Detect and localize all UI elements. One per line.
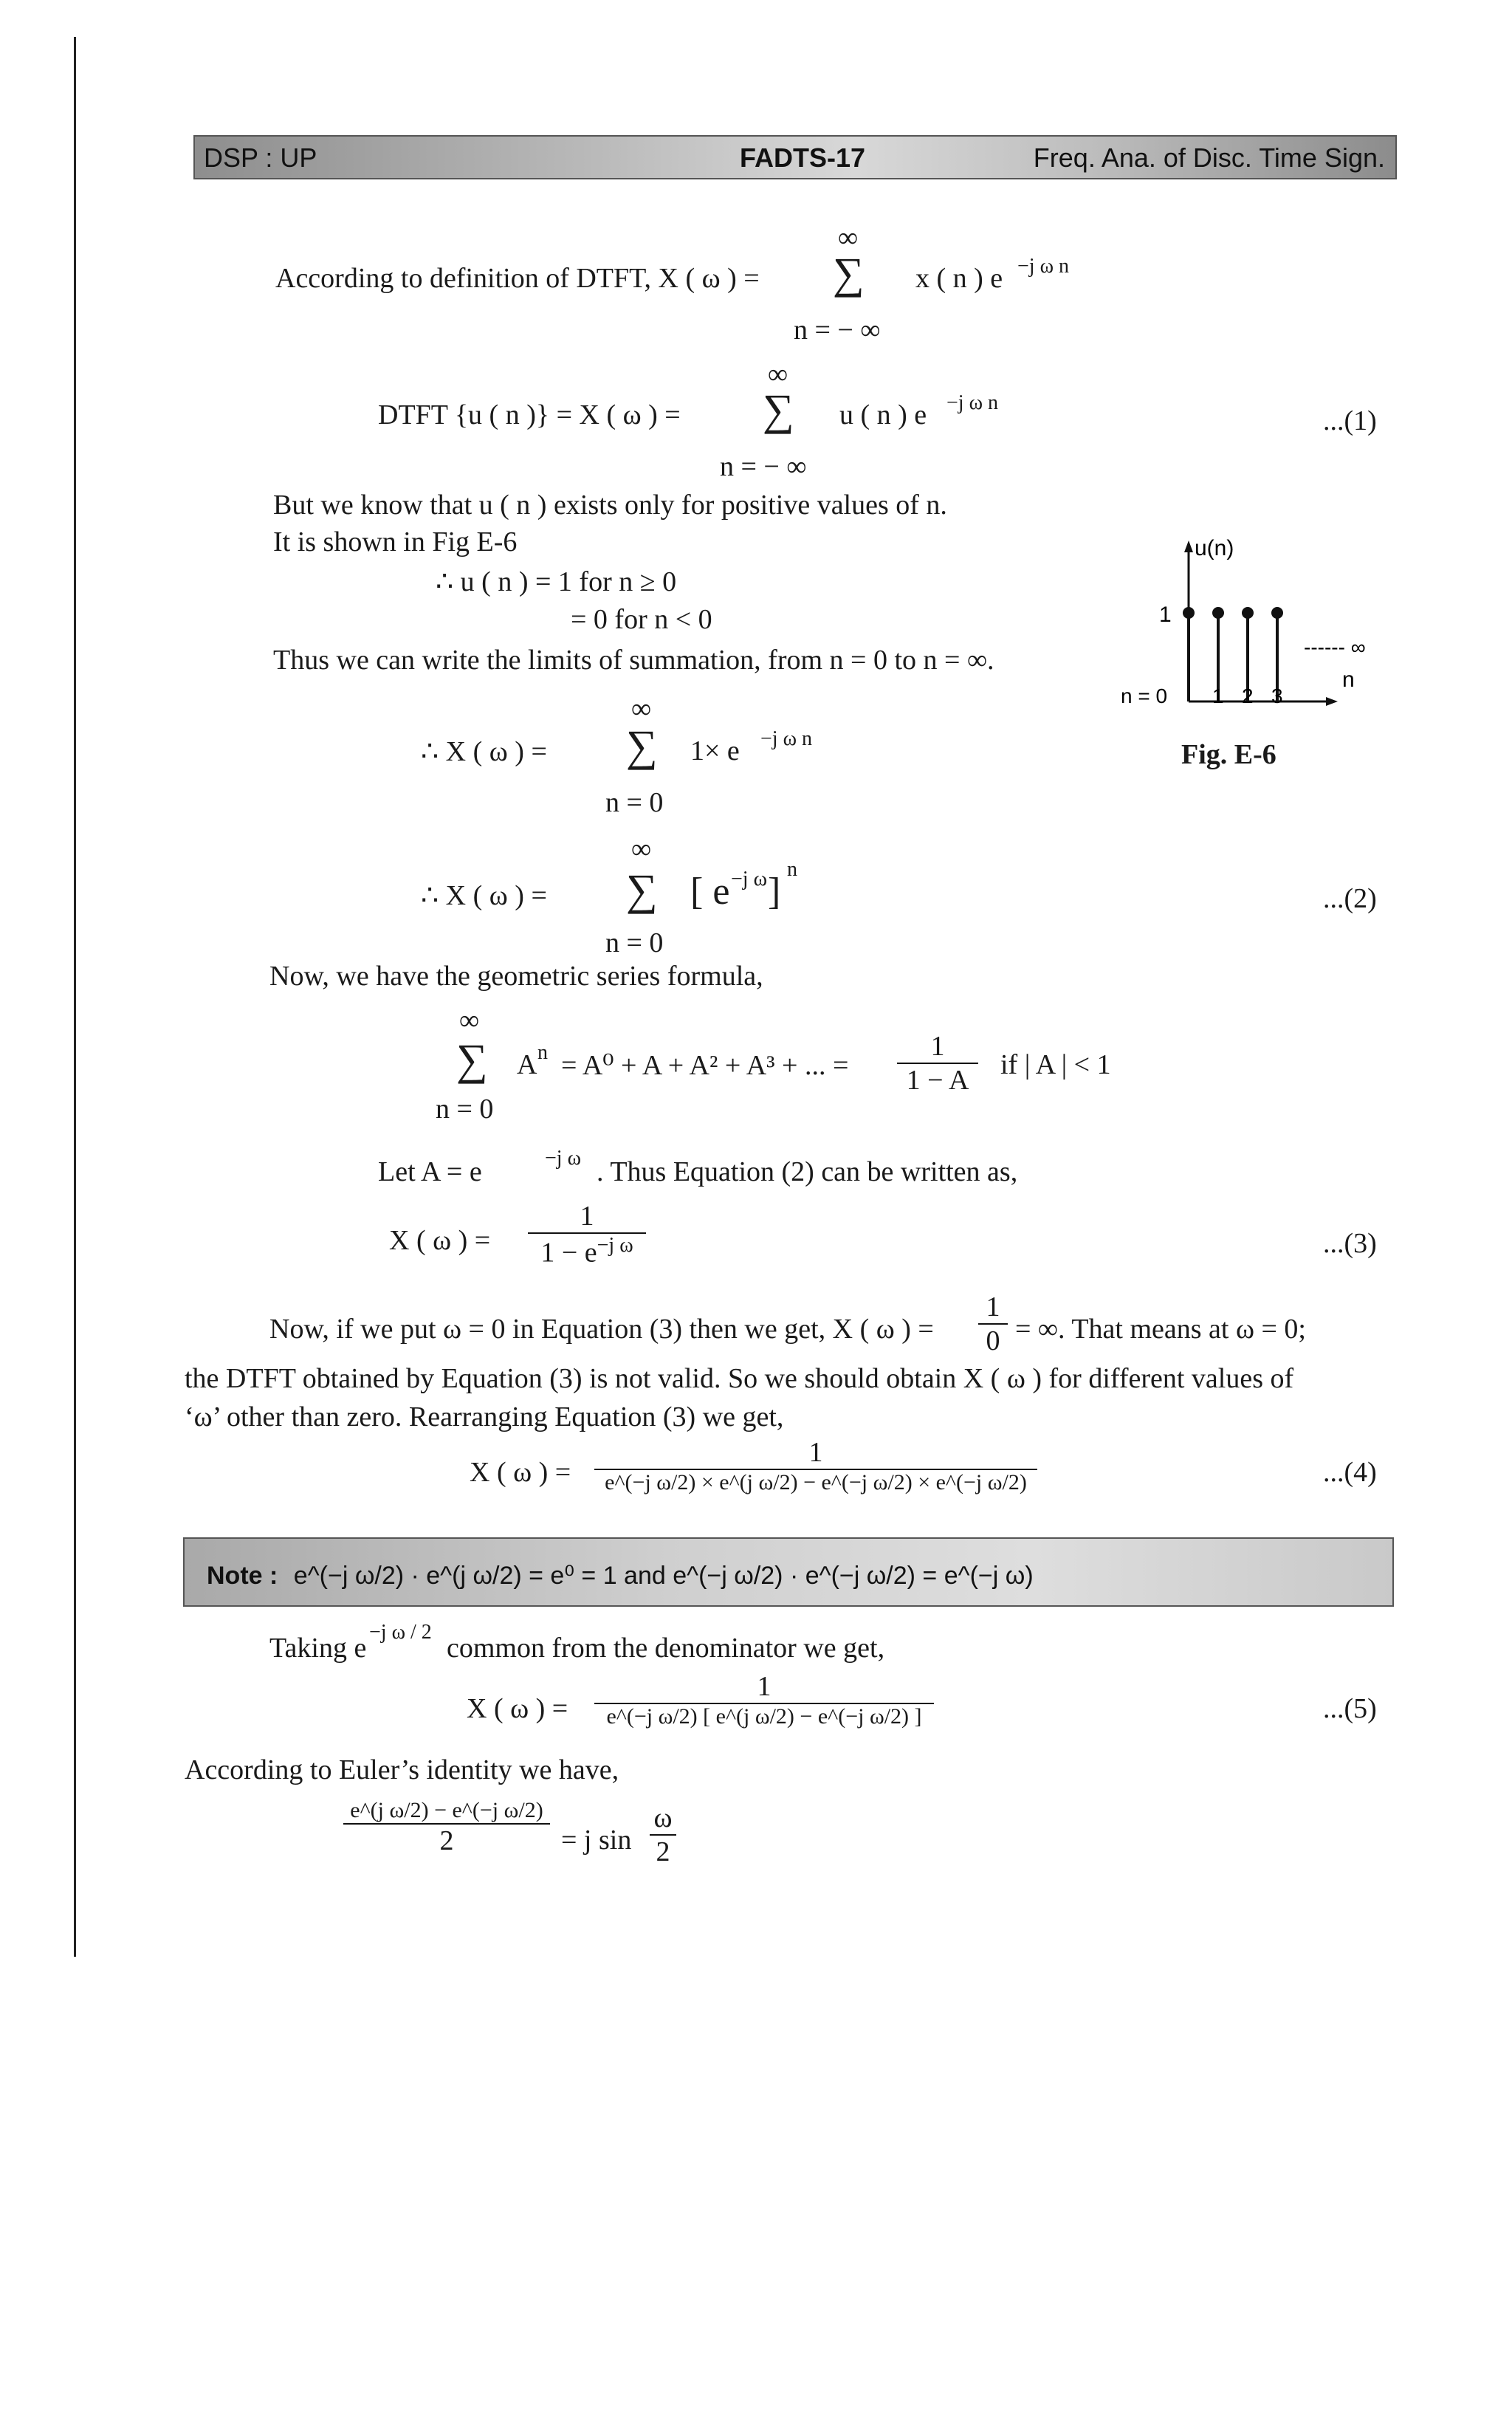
eq-number-4: ...(4) <box>1323 1457 1377 1488</box>
l6-text: Thus we can write the limits of summation, from n = 0 to n = ∞. <box>273 645 994 676</box>
l12-frac-den: 1 − e <box>540 1237 597 1269</box>
fig-xlabel: n <box>1342 668 1355 692</box>
l12-frac <box>528 1200 646 1269</box>
l10-a: A <box>517 1049 537 1080</box>
l10-a-pow: n <box>537 1041 548 1064</box>
l17-rest: common from the denominator we get, <box>447 1633 885 1664</box>
l8-pow: n <box>787 858 797 881</box>
l13-text: Now, if we put ω = 0 in Equation (3) then we get, X ( ω ) = <box>269 1314 934 1345</box>
l15-text: ‘ω’ other than zero. Rearranging Equation (3) we get, <box>185 1401 784 1432</box>
l7-sum-top: ∞ <box>631 693 652 724</box>
l8-lhs: ∴ X ( ω ) = <box>421 880 547 911</box>
note-content <box>207 1561 1034 1590</box>
l8-open: [ e <box>690 871 730 913</box>
l10-frac-den: 1 − A <box>906 1065 969 1096</box>
l5a-text: ∴ u ( n ) = 1 for n ≥ 0 <box>436 566 677 597</box>
l1-term: x ( n ) e <box>915 263 1003 294</box>
l1-sum-bottom: n = − ∞ <box>794 315 881 346</box>
note-label: Note : <box>207 1562 278 1590</box>
figure-caption: Fig. E-6 <box>1181 739 1276 770</box>
l7-sigma: ∑ <box>626 721 658 770</box>
l20-rhs: = j sin <box>561 1825 632 1856</box>
l10-rhs: = A⁰ + A + A² + A³ + ... = <box>561 1050 849 1081</box>
l16-frac <box>594 1436 1037 1495</box>
header-bar <box>193 135 1397 179</box>
l8-sum-bottom: n = 0 <box>605 927 664 958</box>
l11-exp: −j ω <box>545 1147 581 1170</box>
l13-frac <box>978 1291 1008 1357</box>
l18-frac-num: 1 <box>594 1670 934 1704</box>
l13-rest: = ∞. That means at ω = 0; <box>1015 1314 1306 1345</box>
l12-frac-num: 1 <box>528 1200 646 1234</box>
l2-exp: −j ω n <box>946 391 998 414</box>
fig-tick-0: n = 0 <box>1121 684 1168 707</box>
header-center: FADTS-17 <box>740 143 866 173</box>
l20-frac-den: 2 <box>439 1825 454 1856</box>
figure-unit-step <box>1107 532 1388 768</box>
l2-sum-bottom: n = − ∞ <box>720 451 807 482</box>
fig-tick-1: 1 <box>1212 684 1224 707</box>
l20-fnum: ω <box>650 1802 676 1836</box>
eq-number-3: ...(3) <box>1323 1228 1377 1259</box>
l7-sum-bottom: n = 0 <box>605 787 664 818</box>
l9-text: Now, we have the geometric series formula, <box>269 961 763 992</box>
fig-inf: ------ ∞ <box>1304 636 1366 659</box>
l3-text: But we know that u ( n ) exists only for positive values of n. <box>273 490 947 521</box>
l17-text: Taking e <box>269 1633 367 1664</box>
l1-text: According to definition of DTFT, X ( ω ) = <box>275 263 760 294</box>
header-right: Freq. Ana. of Disc. Time Sign. <box>1033 143 1385 173</box>
l8-sigma: ∑ <box>626 865 658 914</box>
fig-tick-3: 3 <box>1271 684 1283 707</box>
l8-exp: −j ω <box>731 868 767 891</box>
l20-frac-num: e^(j ω/2) − e^(−j ω/2) <box>343 1798 550 1825</box>
l10-sum-top: ∞ <box>459 1005 480 1036</box>
fig-tick-2: 2 <box>1242 684 1254 707</box>
l17-exp: −j ω / 2 <box>369 1621 432 1644</box>
l14-text: the DTFT obtained by Equation (3) is not valid. So we should obtain X ( ω ) for different values of <box>185 1363 1294 1394</box>
l12-lhs: X ( ω ) = <box>389 1225 491 1256</box>
l18-lhs: X ( ω ) = <box>467 1693 568 1724</box>
l2-term: u ( n ) e <box>839 399 927 430</box>
l10-frac-num: 1 <box>897 1030 978 1064</box>
l2-lhs: DTFT {u ( n )} = X ( ω ) = <box>378 399 681 430</box>
l16-frac-den: e^(−j ω/2) × e^(j ω/2) − e^(−j ω/2) × e^(−j ω/2) <box>605 1470 1027 1495</box>
l10-frac <box>897 1030 978 1097</box>
l20-frac-omega <box>650 1802 676 1868</box>
l12-frac-den-exp: −j ω <box>597 1234 633 1257</box>
fig-ylabel: u(n) <box>1195 536 1234 560</box>
l20-frac <box>343 1798 550 1857</box>
l10-sum-bottom: n = 0 <box>436 1094 494 1125</box>
eq-number-5: ...(5) <box>1323 1693 1377 1724</box>
l11-text: Let A = e <box>378 1156 482 1187</box>
l13-frac-den: 0 <box>986 1325 1000 1356</box>
l8-sum-top: ∞ <box>631 834 652 865</box>
l2-sigma: ∑ <box>763 385 794 434</box>
l19-text: According to Euler’s identity we have, <box>185 1754 619 1785</box>
l7-lhs: ∴ X ( ω ) = <box>421 736 547 767</box>
l2-sum-top: ∞ <box>768 359 788 390</box>
l10-sigma: ∑ <box>456 1035 488 1084</box>
eq-number-1: ...(1) <box>1323 405 1377 436</box>
l20-fden: 2 <box>656 1836 670 1867</box>
l18-frac-den: e^(−j ω/2) [ e^(j ω/2) − e^(−j ω/2) ] <box>606 1704 922 1729</box>
note-text: e^(−j ω/2) · e^(j ω/2) = e⁰ = 1 and e^(−j ω/2) · e^(−j ω/2) = e^(−j ω) <box>293 1562 1034 1590</box>
fig-one: 1 <box>1159 603 1172 627</box>
l16-frac-num: 1 <box>594 1436 1037 1470</box>
l1-sum-top: ∞ <box>838 222 859 253</box>
l1-sigma: ∑ <box>833 249 865 298</box>
page-edge-line <box>74 37 76 1957</box>
l8-close: ] <box>768 871 781 913</box>
note-box <box>183 1537 1394 1607</box>
header-left: DSP : UP <box>204 143 317 173</box>
l7-exp: −j ω n <box>760 727 812 750</box>
l7-term: 1× e <box>690 735 740 766</box>
l1-exp: −j ω n <box>1017 255 1069 278</box>
l18-frac <box>594 1670 934 1729</box>
l11-rest: . Thus Equation (2) can be written as, <box>597 1156 1018 1187</box>
l4-text: It is shown in Fig E-6 <box>273 526 518 557</box>
l16-lhs: X ( ω ) = <box>470 1457 571 1488</box>
eq-number-2: ...(2) <box>1323 883 1377 914</box>
l5b-text: = 0 for n < 0 <box>571 604 712 635</box>
l10-cond: if | A | < 1 <box>1000 1049 1111 1080</box>
l13-frac-num: 1 <box>978 1291 1008 1325</box>
